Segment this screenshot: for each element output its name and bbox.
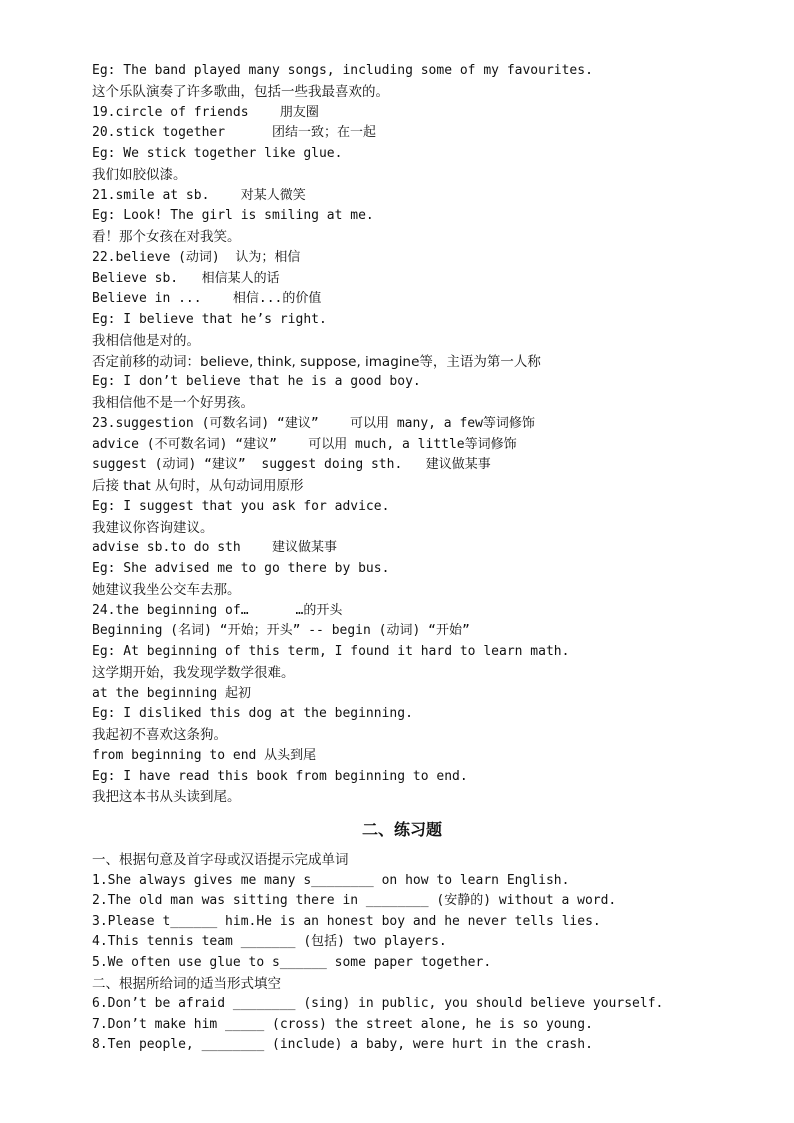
section-title: 二、练习题 (361, 820, 442, 839)
note-line: 我相信他不是一个好男孩。 (92, 395, 254, 411)
exercise-list (92, 850, 712, 1056)
exercise-item: 7.Don’t make him _____ (cross) the street alone, he is so young. (92, 1016, 593, 1032)
note-line: Eg: I suggest that you ask for advice. (92, 498, 390, 514)
note-line: 这个乐队演奏了许多歌曲，包括一些我最喜欢的。 (92, 83, 389, 100)
note-line: Eg: The band played many songs, including some of my favourites. (92, 63, 593, 78)
note-line: Eg: Look! The girl is smiling at me. (92, 208, 374, 224)
note-line: 我相信他是对的。 (92, 332, 200, 349)
note-line: 我把这本书从头读到尾。 (92, 789, 241, 806)
note-line: Beginning (名词) “开始；开头” -- begin (动词) “开始” (92, 623, 470, 639)
note-line: Believe in ... 相信...的价值 (92, 291, 322, 307)
note-line: Eg: She advised me to go there by bus. (92, 561, 390, 576)
note-line: 我们如胶似漆。 (92, 166, 187, 183)
note-line: at the beginning 起初 (92, 685, 252, 701)
exercise-instruction: 一、根据句意及首字母或汉语提示完成单词 (92, 852, 349, 868)
note-line: 24.the beginning of… …的开头 (92, 602, 343, 618)
note-line: Eg: I believe that he’s right. (92, 312, 327, 327)
note-line: 19.circle of friends 朋友圈 (92, 104, 319, 120)
note-line: advice (不可数名词) “建议” 可以用 much, a little等词修饰 (92, 436, 517, 452)
note-line: 她建议我坐公交车去那。 (92, 581, 241, 598)
note-line: Believe sb. 相信某人的话 (92, 270, 280, 286)
note-line: Eg: We stick together like glue. (92, 146, 343, 161)
exercise-item: 5.We often use glue to s______ some paper together. (92, 954, 492, 970)
note-line: 20.stick together 团结一致；在一起 (92, 125, 377, 141)
note-line: suggest (动词) “建议” suggest doing sth. 建议做某事 (92, 457, 491, 473)
exercise-item: 6.Don’t be afraid ________ (sing) in public, you should believe yourself. (92, 996, 664, 1012)
exercise-instruction: 二、根据所给词的适当形式填空 (92, 975, 281, 992)
exercise-item: 2.The old man was sitting there in ________ (安静的) without a word. (92, 893, 617, 909)
note-line: advise sb.to do sth 建议做某事 (92, 540, 338, 556)
exercise-item: 1.She always gives me many s________ on how to learn English. (92, 872, 570, 888)
note-line: 22.believe (动词) 认为；相信 (92, 249, 301, 265)
exercise-item: 8.Ten people, ________ (include) a baby, were hurt in the crash. (92, 1037, 593, 1053)
note-line: 我起初不喜欢这条狗。 (92, 727, 227, 743)
note-line: Eg: At beginning of this term, I found it hard to learn math. (92, 644, 570, 659)
document-page (92, 61, 712, 1056)
note-line: 后接 that 从句时，从句动词用原形 (92, 478, 304, 494)
vocabulary-notes (92, 61, 712, 808)
note-line: 这学期开始，我发现学数学很难。 (92, 664, 295, 681)
note-line: 看！那个女孩在对我笑。 (92, 229, 241, 245)
note-line: 23.suggestion (可数名词) “建议” 可以用 many, a few等词修饰 (92, 415, 535, 431)
note-line: from beginning to end 从头到尾 (92, 747, 317, 763)
note-line: 我建议你咨询建议。 (92, 519, 214, 536)
note-line: Eg: I disliked this dog at the beginning. (92, 706, 413, 722)
exercise-item: 4.This tennis team _______ (包括) two players. (92, 934, 447, 950)
note-line: 21.smile at sb. 对某人微笑 (92, 187, 306, 203)
exercise-item: 3.Please t______ him.He is an honest boy and he never tells lies. (92, 913, 601, 929)
note-line: Eg: I don’t believe that he is a good boy. (92, 374, 421, 390)
note-line: Eg: I have read this book from beginning to end. (92, 768, 468, 784)
note-line: 否定前移的动词：believe, think, suppose, imagine等，主语为第一人称 (92, 353, 541, 370)
